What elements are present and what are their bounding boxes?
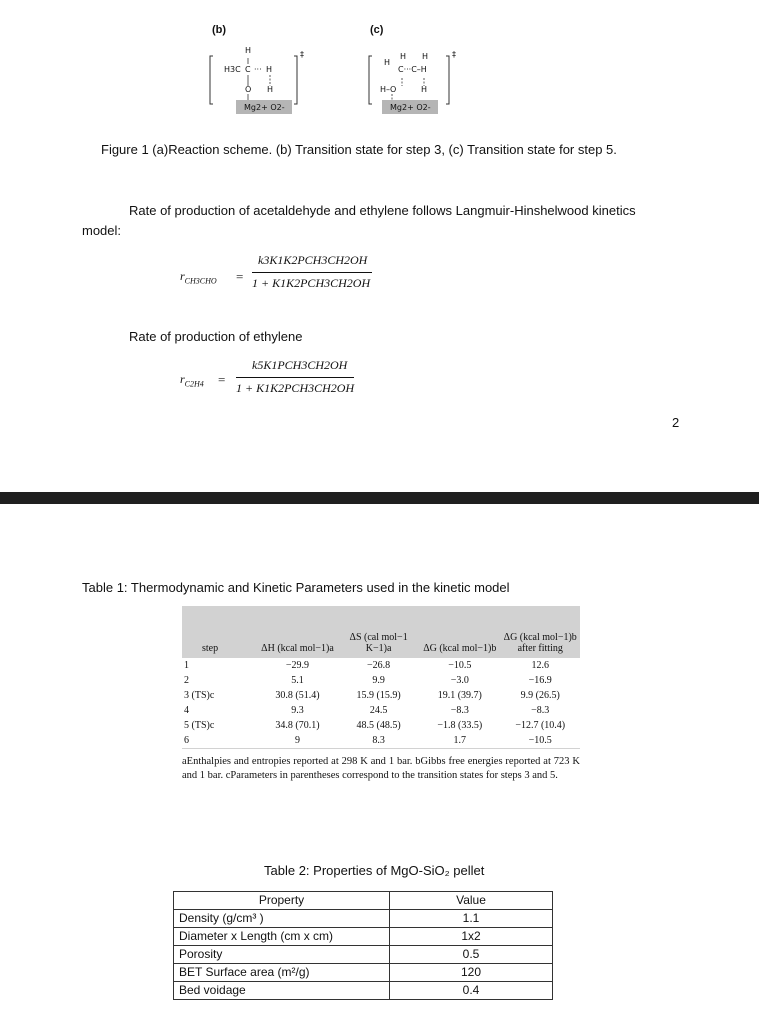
table-cell: 48.5 (48.5) — [356, 720, 401, 731]
table-row — [174, 964, 553, 982]
table-cell: −12.7 (10.4) — [515, 720, 566, 731]
ethylene-rate-equation: $r_{C2H4}$ = k5K1PCH3CH2OH 1 + K1K2PCH3CH2OH — [180, 358, 355, 395]
table1-header-cell: ΔG (kcal mol−1)b after fitting — [503, 632, 577, 654]
table-cell: 4 — [184, 705, 189, 716]
table1-container — [182, 606, 580, 783]
value-cell: 120 — [390, 964, 553, 982]
atom-h-low: H — [421, 85, 428, 94]
table-cell: 5.1 — [291, 675, 304, 686]
table-cell: 9.9 — [372, 675, 385, 686]
table-row — [174, 910, 553, 928]
table-cell: 1.7 — [453, 734, 467, 746]
atom-o: O — [245, 85, 252, 94]
table-cell: 5 (TS)c — [184, 720, 215, 731]
double-dagger-icon: ‡ — [452, 50, 456, 59]
table-cell: −1.8 (33.5) — [437, 720, 483, 731]
table-row — [182, 733, 580, 748]
pellet-properties-table — [173, 891, 553, 1000]
table-row — [174, 982, 553, 1000]
table1-body — [182, 658, 580, 748]
table-cell: 24.5 — [369, 705, 388, 716]
table1-header-cell: ΔG (kcal mol−1)b — [423, 643, 497, 654]
eq1-numerator: k3K1K2PCH3CH2OH — [258, 253, 368, 267]
atom-h-top-2: H — [422, 52, 429, 61]
figure-caption: Figure 1 (a)Reaction scheme. (b) Transition state for step 3, (c) Transition state for step 5. — [101, 142, 617, 157]
table-cell: 1 — [184, 660, 189, 671]
table-cell: −10.5 — [448, 660, 472, 671]
table-cell: 2 — [184, 675, 189, 686]
property-cell: Bed voidage — [174, 982, 390, 1000]
table-cell: 30.8 (51.4) — [275, 690, 320, 701]
eq2-lhs-subscript: C2H4 — [184, 379, 204, 389]
table-cell: 9 — [294, 734, 300, 746]
table2-header-row — [174, 892, 553, 910]
atom-c: C — [245, 65, 251, 74]
eq1-denominator: 1 + K1K2PCH3CH2OH — [252, 276, 371, 290]
table1-header-cell: ΔS (cal mol−1 K−1)a — [349, 632, 408, 654]
eq2-numerator: k5K1PCH3CH2OH — [252, 358, 348, 372]
property-cell: BET Surface area (m²/g) — [174, 964, 390, 982]
atom-h-migrating: H — [266, 65, 273, 74]
table1-caption: Table 1: Thermodynamic and Kinetic Parameters used in the kinetic model — [82, 580, 510, 595]
value-cell: 1x2 — [390, 928, 553, 946]
table2-container — [173, 891, 553, 1000]
double-dagger-icon: ‡ — [300, 50, 304, 59]
table-cell: 6 — [184, 734, 189, 746]
table-cell: −3.0 — [450, 675, 469, 686]
atom-h-top: H — [245, 46, 252, 55]
property-cell: Density (g/cm³ ) — [174, 910, 390, 928]
panel-c-label: (c) — [370, 24, 384, 36]
table-cell: 9.9 (26.5) — [520, 690, 560, 701]
value-cell: 0.5 — [390, 946, 553, 964]
table-row — [182, 688, 580, 703]
table1-header-cell: step — [202, 643, 219, 654]
table-cell: 9.3 — [291, 705, 304, 716]
table-cell: −26.8 — [367, 660, 391, 671]
eq1-lhs-subscript: CH3CHO — [184, 276, 217, 286]
table-row — [174, 928, 553, 946]
table-cell: 19.1 (39.7) — [437, 690, 482, 701]
table-cell: 8.3 — [372, 734, 385, 746]
property-cell: Porosity — [174, 946, 390, 964]
table-cell: −8.3 — [531, 705, 550, 716]
lh-intro-text: Rate of production of acetaldehyde and ethylene follows Langmuir-Hinshelwood kinetics — [129, 203, 636, 218]
table-cell: 12.6 — [531, 660, 549, 671]
table2-header-value: Value — [390, 892, 553, 910]
page-number: 2 — [672, 415, 680, 430]
table-cell: −29.9 — [285, 660, 310, 671]
hydroxyl-group: H–O — [380, 85, 397, 94]
table1-footnote: aEnthalpies and entropies reported at 298 K and 1 bar. bGibbs free energies reported at 723 K and 1 bar. cParameters in parentheses correspond to the transition states for steps 3 and 5. — [182, 755, 580, 781]
lh-intro-text-cont: model: — [82, 223, 122, 238]
eq1-lhs: r — [180, 269, 185, 283]
table-row — [174, 946, 553, 964]
table-cell: −10.5 — [528, 734, 552, 746]
value-cell: 0.4 — [390, 982, 553, 1000]
table-row — [182, 718, 580, 733]
eq2-lhs: r — [180, 372, 185, 386]
eq2-denominator: 1 + K1K2PCH3CH2OH — [236, 381, 355, 395]
table-row — [182, 673, 580, 688]
mgo-surface-label: Mg2+ O2- — [244, 103, 285, 112]
table2-body — [174, 910, 553, 1000]
table2-caption: Table 2: Properties of MgO-SiO₂ pellet — [264, 863, 485, 878]
page-break-divider — [0, 492, 759, 504]
thermo-kinetic-table — [182, 606, 580, 749]
atom-h-left: H — [384, 58, 391, 67]
property-cell: Diameter x Length (cm x cm) — [174, 928, 390, 946]
table-cell: −16.9 — [528, 675, 552, 686]
acetaldehyde-rate-equation: $r_{CH3CHO}$ = k3K1K2PCH3CH2OH 1 + K1K2PCH3CH2OH — [180, 253, 371, 290]
atom-h-top-1: H — [400, 52, 407, 61]
table-cell: −8.3 — [450, 705, 469, 716]
table1-header-row — [182, 606, 580, 658]
ethylene-rate-label: Rate of production of ethylene — [129, 329, 303, 344]
table-cell: 15.9 (15.9) — [356, 690, 401, 701]
table-row — [182, 658, 580, 673]
table-row — [182, 703, 580, 718]
table-cell: 34.8 (70.1) — [275, 720, 320, 731]
panel-b-label: (b) — [212, 24, 227, 36]
table1-header-cell: ΔH (kcal mol−1)a — [261, 643, 334, 654]
transition-state-c-diagram — [366, 44, 476, 120]
methyl-group: H3C — [224, 65, 241, 74]
table-cell: 3 (TS)c — [184, 690, 215, 701]
value-cell: 1.1 — [390, 910, 553, 928]
transition-state-b-diagram: H H3C C ··· H O H Mg2+ O2- ‡ — [208, 44, 318, 120]
table2-header-property: Property — [174, 892, 390, 910]
atom-h-low: H — [267, 85, 274, 94]
carbon-carbon-bond: C···C–H — [398, 65, 427, 74]
mgo-surface-label: Mg2+ O2- — [390, 103, 431, 112]
